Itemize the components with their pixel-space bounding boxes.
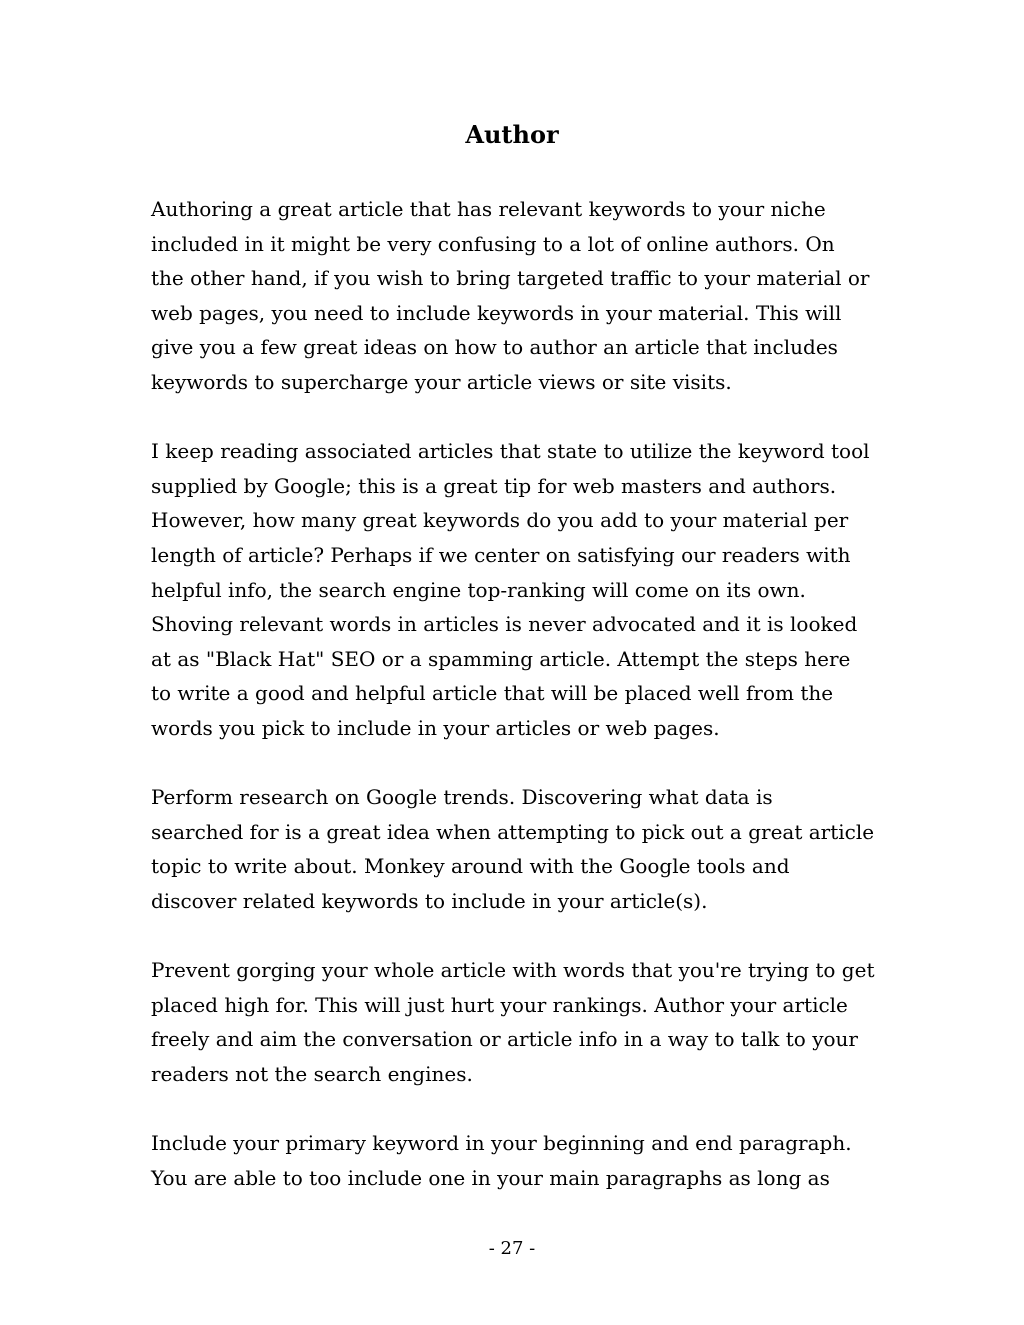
paragraph-gap	[151, 1091, 891, 1126]
text-line: give you a few great ideas on how to author an article that includes	[151, 335, 838, 360]
text-line: helpful info, the search engine top-ranking will come on its own.	[151, 577, 806, 602]
text-line: Prevent gorging your whole article with words that you're trying to get	[151, 958, 875, 983]
text-line: Authoring a great article that has relevant keywords to your niche	[151, 197, 826, 221]
paragraph-5	[151, 1126, 891, 1195]
text-line: keywords to supercharge your article views or site visits.	[151, 369, 732, 394]
paragraph-2	[151, 434, 891, 745]
text-line: Include your primary keyword in your beginning and end paragraph.	[151, 1131, 852, 1156]
paragraph-1	[151, 192, 891, 400]
text-line: at as "Black Hat" SEO or a spamming article. Attempt the steps here	[151, 646, 851, 671]
text-line: the other hand, if you wish to bring targeted traffic to your material or	[151, 266, 870, 291]
text-line: length of article? Perhaps if we center on satisfying our readers with	[151, 542, 851, 567]
text-line: However, how many great keywords do you add to your material per	[151, 508, 849, 533]
text-line: supplied by Google; this is a great tip for web masters and authors.	[151, 473, 837, 498]
text-line: searched for is a great idea when attempting to pick out a great article	[151, 819, 875, 844]
paragraph-gap	[151, 400, 891, 435]
text-line: to write a good and helpful article that will be placed well from the	[151, 681, 834, 706]
text-line: Shoving relevant words in articles is never advocated and it is looked	[151, 612, 858, 637]
paragraph-4	[151, 953, 891, 1091]
text-line: I keep reading associated articles that state to utilize the keyword tool	[151, 439, 870, 464]
paragraph-gap	[151, 918, 891, 953]
page-number: - 27 -	[488, 1238, 536, 1259]
body-text	[151, 192, 891, 1195]
text-line: Perform research on Google trends. Discovering what data is	[151, 785, 773, 810]
text-line: discover related keywords to include in your article(s).	[151, 888, 708, 913]
text-line: web pages, you need to include keywords in your material. This will	[151, 300, 842, 325]
text-line: included in it might be very confusing to a lot of online authors. On	[151, 231, 835, 256]
paragraph-gap	[151, 746, 891, 781]
text-line: readers not the search engines.	[151, 1061, 473, 1086]
text-line: words you pick to include in your articles or web pages.	[151, 715, 720, 740]
paragraph-3	[151, 780, 891, 918]
text-line: placed high for. This will just hurt your rankings. Author your article	[151, 992, 848, 1017]
text-line: freely and aim the conversation or article info in a way to talk to your	[151, 1027, 858, 1052]
text-line: You are able to too include one in your main paragraphs as long as	[151, 1165, 830, 1190]
text-line: topic to write about. Monkey around with the Google tools and	[151, 854, 790, 879]
page-title: Author	[465, 120, 559, 149]
